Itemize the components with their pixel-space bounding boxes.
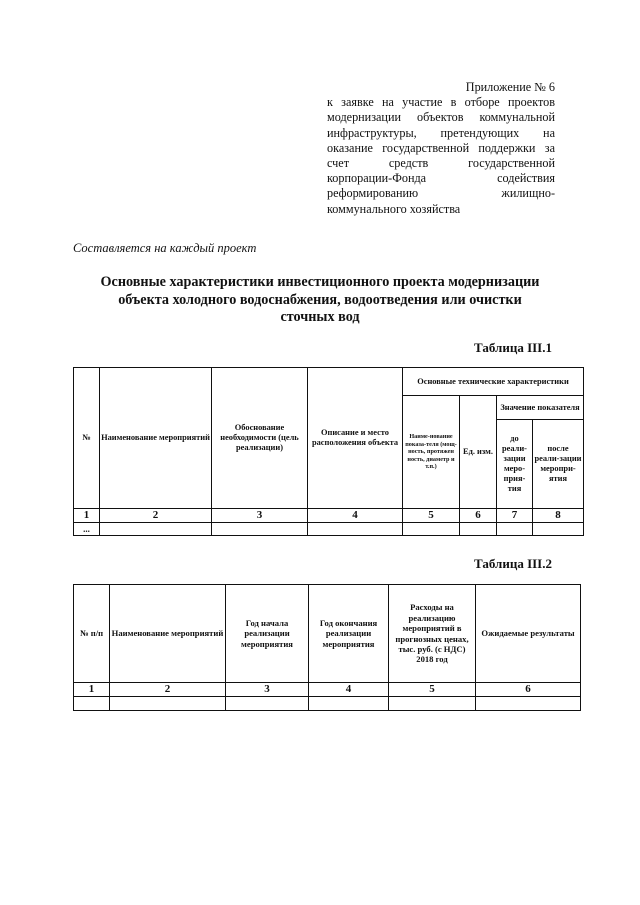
header-justification: Обоснование необходимости (цель реализации)	[212, 368, 308, 509]
header-num: № п/п	[74, 585, 110, 683]
empty-cell	[476, 697, 581, 711]
column-number: 7	[497, 509, 533, 523]
header-tech-characteristics: Основные технические характеристики	[403, 368, 584, 396]
appendix-title: Приложение № 6	[465, 80, 555, 94]
appendix-line: реформированию жилищно-	[327, 186, 555, 201]
appendix-line: корпорации-Фонда содействия	[327, 171, 555, 186]
column-number: 1	[74, 509, 100, 523]
header-name: Наименование мероприятий	[110, 585, 226, 683]
document-title-line: Основные характеристики инвестиционного проекта модернизации	[100, 274, 540, 290]
ellipsis-cell: ...	[74, 523, 100, 536]
header-name: Наименование мероприятий	[100, 368, 212, 509]
table2-caption: Таблица III.2	[474, 556, 552, 571]
table1-caption: Таблица III.1	[474, 340, 552, 355]
header-costs: Расходы на реализацию мероприятий в прогнозных ценах, тыс. руб. (с НДС) 2018 год	[389, 585, 476, 683]
empty-cell	[74, 697, 110, 711]
appendix-line: коммунального хозяйства	[327, 201, 461, 216]
header-after: после реали-зации меропри-ятия	[533, 420, 584, 509]
table-row	[74, 509, 584, 523]
appendix-block	[327, 80, 555, 217]
empty-cell	[100, 523, 212, 536]
per-project-note: Составляется на каждый проект	[73, 241, 257, 255]
column-number: 4	[309, 683, 389, 697]
column-number: 4	[308, 509, 403, 523]
empty-cell	[533, 523, 584, 536]
table-row	[74, 683, 581, 697]
appendix-line: оказание государственной поддержки за	[327, 140, 555, 155]
empty-cell	[309, 697, 389, 711]
header-indicator: Наиме-нование показа-теля (мощ-ность, протяжен ность, диаметр и т.п.)	[403, 396, 460, 509]
empty-cell	[110, 697, 226, 711]
empty-cell	[308, 523, 403, 536]
column-number: 5	[389, 683, 476, 697]
column-number: 6	[476, 683, 581, 697]
header-end-year: Год окончания реализации мероприятия	[309, 585, 389, 683]
table-row	[74, 697, 581, 711]
column-number: 3	[212, 509, 308, 523]
column-number: 5	[403, 509, 460, 523]
document-title	[60, 274, 580, 327]
appendix-line: модернизации объектов коммунальной	[327, 110, 555, 125]
header-before: до реали-зации меро-прия-тия	[497, 420, 533, 509]
empty-cell	[460, 523, 497, 536]
appendix-line: счет средств государственной	[327, 156, 555, 171]
column-number: 2	[100, 509, 212, 523]
appendix-line: инфраструктуры, претендующих на	[327, 125, 555, 140]
empty-cell	[497, 523, 533, 536]
header-expected-results: Ожидаемые результаты	[476, 585, 581, 683]
empty-cell	[226, 697, 309, 711]
empty-cell	[212, 523, 308, 536]
column-number: 6	[460, 509, 497, 523]
document-title-line: объекта холодного водоснабжения, водоотведения или очистки	[118, 291, 522, 308]
column-number: 2	[110, 683, 226, 697]
empty-cell	[389, 697, 476, 711]
column-number: 8	[533, 509, 584, 523]
document-title-line: сточных вод	[280, 309, 360, 325]
table-row	[74, 523, 584, 536]
header-unit: Ед. изм.	[460, 396, 497, 509]
appendix-line: к заявке на участие в отборе проектов	[327, 95, 555, 110]
header-start-year: Год начала реализации мероприятия	[226, 585, 309, 683]
header-description: Описание и место расположения объекта	[308, 368, 403, 509]
header-num: №	[74, 368, 100, 509]
column-number: 3	[226, 683, 309, 697]
header-value: Значение показателя	[497, 396, 584, 420]
column-number: 1	[74, 683, 110, 697]
table-1	[73, 367, 584, 536]
table-2	[73, 584, 581, 711]
empty-cell	[403, 523, 460, 536]
